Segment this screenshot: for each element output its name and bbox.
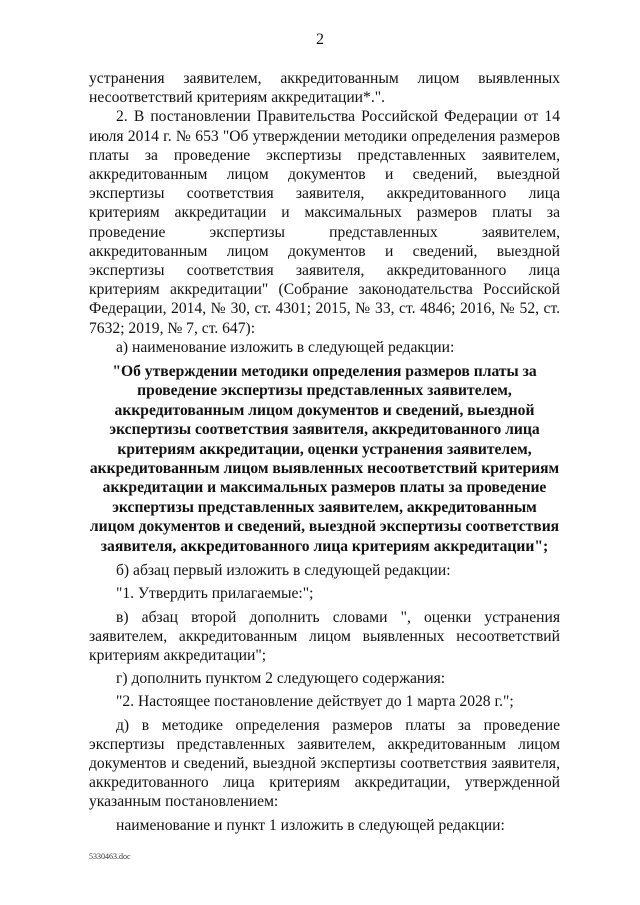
new-title-text: "Об утверждении методики определения размеров платы за проведение экспертизы представленных заявителем, аккредитованным лицом документов и сведений, выездной экспертизы соответствия заявителя, аккредитованного лица критериям аккредитации, оценки устранения заявителем, аккредитованным лицом выявленных несоответствий критериям аккредитации и максимальных размеров платы за проведение экспертизы представленных заявителем, аккредитованным лицом документов и сведений, выездной экспертизы соответствия заявителя, аккредитованного лица критериям аккредитации"; bbox=[89, 363, 560, 555]
paragraph-sub-d: д) в методике определения размеров платы за проведение экспертизы представленных заявителем, аккредитованным лицом документов и сведений, выездной экспертизы соответствия заявителя, аккредитованного лица критериям аккредитации, утвержденной указанным постановлением: bbox=[89, 716, 560, 811]
page-number: 2 bbox=[316, 31, 324, 48]
paragraph-sub-v: в) абзац второй дополнить словами ", оценки устранения заявителем, аккредитованным лицом выявленных несоответствий критериям аккредитации"; bbox=[89, 608, 560, 664]
document-body bbox=[89, 69, 560, 835]
paragraph-continuation-line-1: устранения заявителем, аккредитованным лицом выявленных bbox=[89, 70, 560, 87]
paragraph-final: наименование и пункт 1 изложить в следующей редакции: bbox=[116, 816, 505, 834]
paragraph-continuation-line-2: несоответствий критериям аккредитации*.". bbox=[89, 89, 385, 107]
paragraph-item-2: 2. В постановлении Правительства Российской Федерации от 14 июля 2014 г. № 653 "Об утверждении методики определения размеров платы за проведение экспертизы представленных заявителем, аккредитованным лицом документов и сведений, выездной экспертизы соответствия заявителя, аккредитованного лица критериям аккредитации и максимальных размеров платы за проведение экспертизы представленных заявителем, аккредитованным лицом документов и сведений, выездной экспертизы соответствия заявителя, аккредитованного лица критериям аккредитации" (Собрание законодательства Российской Федерации, 2014, № 30, ст. 4301; 2015, № 33, ст. 4846; 2016, № 52, ст. 7632; 2019, № 7, ст. 647): bbox=[89, 108, 560, 337]
paragraph-sub-g: г) дополнить пунктом 2 следующего содержания: bbox=[116, 670, 446, 688]
document-footer-filename: 5330463.doc bbox=[89, 852, 131, 861]
paragraph-sub-a: а) наименование изложить в следующей редакции: bbox=[116, 338, 455, 356]
paragraph-sub-b: б) абзац первый изложить в следующей редакции: bbox=[116, 562, 451, 580]
paragraph-quote-2: "2. Настоящее постановление действует до 1 марта 2028 г."; bbox=[116, 693, 514, 711]
paragraph-quote-1: "1. Утвердить прилагаемые:"; bbox=[116, 585, 314, 603]
